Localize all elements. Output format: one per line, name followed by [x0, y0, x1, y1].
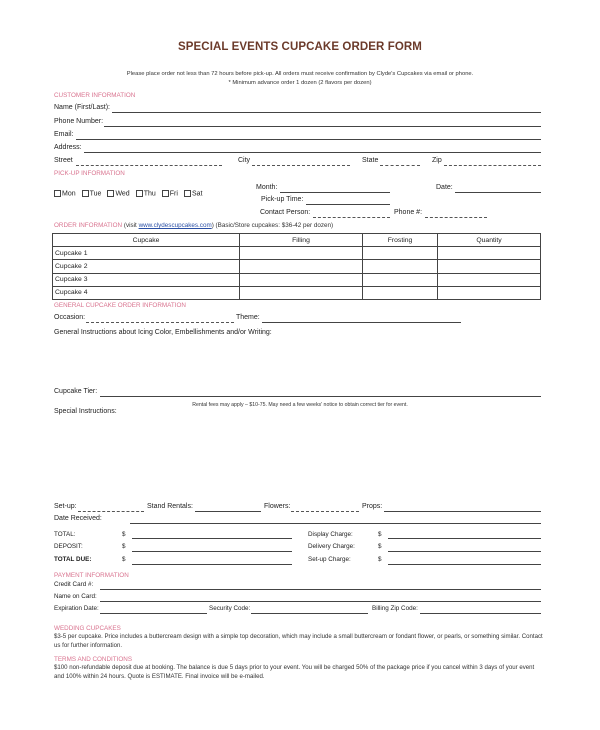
occasion-label: Occasion:	[54, 314, 86, 321]
stand-rentals-field[interactable]	[195, 511, 261, 512]
display-charge-label: Display Charge:	[308, 531, 353, 538]
frosting-cell[interactable]	[363, 260, 438, 273]
filling-cell[interactable]	[240, 273, 363, 286]
state-field[interactable]	[380, 165, 420, 166]
cupcake-tier-label: Cupcake Tier:	[54, 388, 98, 395]
city-field[interactable]	[252, 165, 350, 166]
contact-person-field[interactable]	[313, 217, 390, 218]
setup-charge-field[interactable]	[388, 564, 541, 565]
filling-cell[interactable]	[240, 286, 363, 299]
wedding-heading: WEDDING CUPCAKES	[54, 625, 121, 632]
total-due-label: TOTAL DUE:	[54, 556, 92, 563]
column-cupcake: Cupcake	[53, 234, 240, 247]
table-row: Cupcake 2	[53, 260, 541, 273]
delivery-charge-field[interactable]	[388, 551, 541, 552]
day-option-mon[interactable]: Mon	[54, 190, 76, 197]
minimum-order-notice: * Minimum advance order 1 dozen (2 flavors per dozen)	[228, 80, 372, 86]
rental-fee-note: Rental fees may apply – $10-75. May need a few weeks' notice to obtain correct tier for event.	[192, 402, 408, 408]
flowers-field[interactable]	[291, 511, 359, 512]
order-info-heading: ORDER INFORMATION	[54, 222, 123, 229]
email-field[interactable]	[76, 139, 541, 140]
checkbox-icon	[54, 190, 61, 197]
pickup-info-heading: PICK-UP INFORMATION	[54, 170, 125, 177]
theme-field[interactable]	[262, 322, 461, 323]
frosting-cell[interactable]	[363, 273, 438, 286]
checkbox-icon	[82, 190, 89, 197]
deposit-currency: $	[122, 543, 126, 550]
billing-zip-label: Billing Zip Code:	[372, 605, 418, 612]
display-charge-field[interactable]	[388, 538, 541, 539]
special-instructions-label: Special Instructions:	[54, 408, 117, 415]
theme-label: Theme:	[236, 314, 260, 321]
instructions-area[interactable]	[54, 340, 542, 382]
quantity-cell[interactable]	[438, 286, 541, 299]
checkbox-icon	[107, 190, 114, 197]
filling-cell[interactable]	[240, 247, 363, 260]
frosting-cell[interactable]	[363, 247, 438, 260]
pickup-time-label: Pick-up Time:	[261, 196, 304, 203]
deposit-label: DEPOSIT:	[54, 543, 83, 550]
display-currency: $	[378, 531, 382, 538]
day-option-fri[interactable]: Fri	[162, 190, 178, 197]
credit-card-label: Credit Card #:	[54, 581, 94, 588]
security-code-field[interactable]	[251, 613, 368, 614]
credit-card-field[interactable]	[100, 589, 541, 590]
month-label: Month:	[256, 184, 278, 191]
zip-field[interactable]	[444, 165, 541, 166]
state-label: State	[362, 157, 379, 164]
city-label: City	[238, 157, 251, 164]
total-field[interactable]	[132, 538, 292, 539]
day-option-sat[interactable]: Sat	[184, 190, 203, 197]
billing-zip-field[interactable]	[420, 613, 541, 614]
total-due-currency: $	[122, 556, 126, 563]
order-notice: Please place order not less than 72 hours before pick-up. All orders must receive confirmation by Clyde's Cupcakes via email or phone.	[126, 71, 474, 77]
name-on-card-field[interactable]	[100, 601, 541, 602]
column-filling: Filling	[240, 234, 363, 247]
flowers-label: Flowers:	[264, 503, 291, 510]
contact-person-label: Contact Person:	[260, 209, 311, 216]
terms-text: $100 non-refundable deposit due at booking. The balance is due 5 days prior to your event. You will be charged 50% of the package price if you cancel within 3 days of your event and 100% within 24 hours. Quote is ESTIMATE. Final invoice will be e-mailed.	[54, 664, 535, 680]
phone-label: Phone Number:	[54, 118, 104, 125]
checkbox-icon	[162, 190, 169, 197]
website-link[interactable]: www.clydescupcakes.com	[138, 222, 212, 229]
checkbox-icon	[136, 190, 143, 197]
order-table-header	[53, 234, 541, 247]
setup-charge-label: Set-up Charge:	[308, 556, 351, 563]
props-field[interactable]	[384, 511, 541, 512]
occasion-field[interactable]	[86, 322, 234, 323]
street-label: Street	[54, 157, 73, 164]
street-field[interactable]	[76, 165, 222, 166]
phone-field[interactable]	[104, 126, 541, 127]
zip-label: Zip	[432, 157, 442, 164]
filling-cell[interactable]	[240, 260, 363, 273]
customer-info-heading: CUSTOMER INFORMATION	[54, 92, 136, 99]
name-label: Name (First/Last):	[54, 104, 111, 111]
expiration-label: Expiration Date:	[54, 605, 99, 612]
day-option-tue[interactable]: Tue	[82, 190, 102, 197]
email-label: Email:	[54, 131, 74, 138]
total-label: TOTAL:	[54, 531, 76, 538]
date-field[interactable]	[455, 192, 541, 193]
order-info-line: ORDER INFORMATION (visit www.clydescupcakes.com) (Basic/Store cupcakes: $36-42 per dozen)	[54, 222, 334, 229]
table-row: Cupcake 1	[53, 247, 541, 260]
quantity-cell[interactable]	[438, 260, 541, 273]
cupcake-tier-field[interactable]	[100, 396, 541, 397]
column-quantity: Quantity	[438, 234, 541, 247]
terms-heading: TERMS AND CONDITIONS	[54, 656, 133, 663]
wedding-description: $3-5 per cupcake. Price includes a buttercream design with a simple top decoration, which may include a small buttercream or fondant flower, or pearls, or something similar. Contact us for further information.	[54, 633, 543, 649]
expiration-field[interactable]	[100, 613, 207, 614]
column-frosting: Frosting	[363, 234, 438, 247]
checkbox-icon	[184, 190, 191, 197]
contact-phone-label: Phone #:	[394, 209, 423, 216]
total-currency: $	[122, 531, 126, 538]
props-label: Props:	[362, 503, 383, 510]
pickup-day-options	[54, 182, 208, 200]
month-field[interactable]	[280, 192, 390, 193]
stand-rentals-label: Stand Rentals:	[147, 503, 193, 510]
address-label: Address:	[54, 144, 82, 151]
day-option-wed[interactable]: Wed	[107, 190, 129, 197]
day-option-thu[interactable]: Thu	[136, 190, 156, 197]
date-label: Date:	[436, 184, 453, 191]
setup-label: Set-up:	[54, 503, 77, 510]
address-field[interactable]	[84, 152, 541, 153]
setup-currency: $	[378, 556, 382, 563]
order-table	[52, 233, 541, 300]
general-info-heading: GENERAL CUPCAKE ORDER INFORMATION	[54, 302, 186, 309]
name-on-card-label: Name on Card:	[54, 593, 97, 600]
delivery-currency: $	[378, 543, 382, 550]
table-row: Cupcake 4	[53, 286, 541, 299]
table-row: Cupcake 3	[53, 273, 541, 286]
payment-info-heading: PAYMENT INFORMATION	[54, 572, 129, 579]
name-field[interactable]	[112, 112, 541, 113]
setup-field[interactable]	[78, 511, 144, 512]
pickup-time-field[interactable]	[306, 204, 390, 205]
date-received-field[interactable]	[130, 523, 541, 524]
date-received-label: Date Received:	[54, 515, 102, 522]
contact-phone-field[interactable]	[425, 217, 487, 218]
instructions-label: General Instructions about Icing Color, Embellishments and/or Writing:	[54, 329, 272, 336]
quantity-cell[interactable]	[438, 247, 541, 260]
quantity-cell[interactable]	[438, 273, 541, 286]
special-instructions-area[interactable]	[54, 420, 542, 498]
page-title: SPECIAL EVENTS CUPCAKE ORDER FORM	[178, 41, 422, 53]
security-code-label: Security Code:	[209, 605, 251, 612]
deposit-field[interactable]	[132, 551, 292, 552]
total-due-field[interactable]	[132, 564, 292, 565]
frosting-cell[interactable]	[363, 286, 438, 299]
delivery-charge-label: Delivery Charge:	[308, 543, 355, 550]
